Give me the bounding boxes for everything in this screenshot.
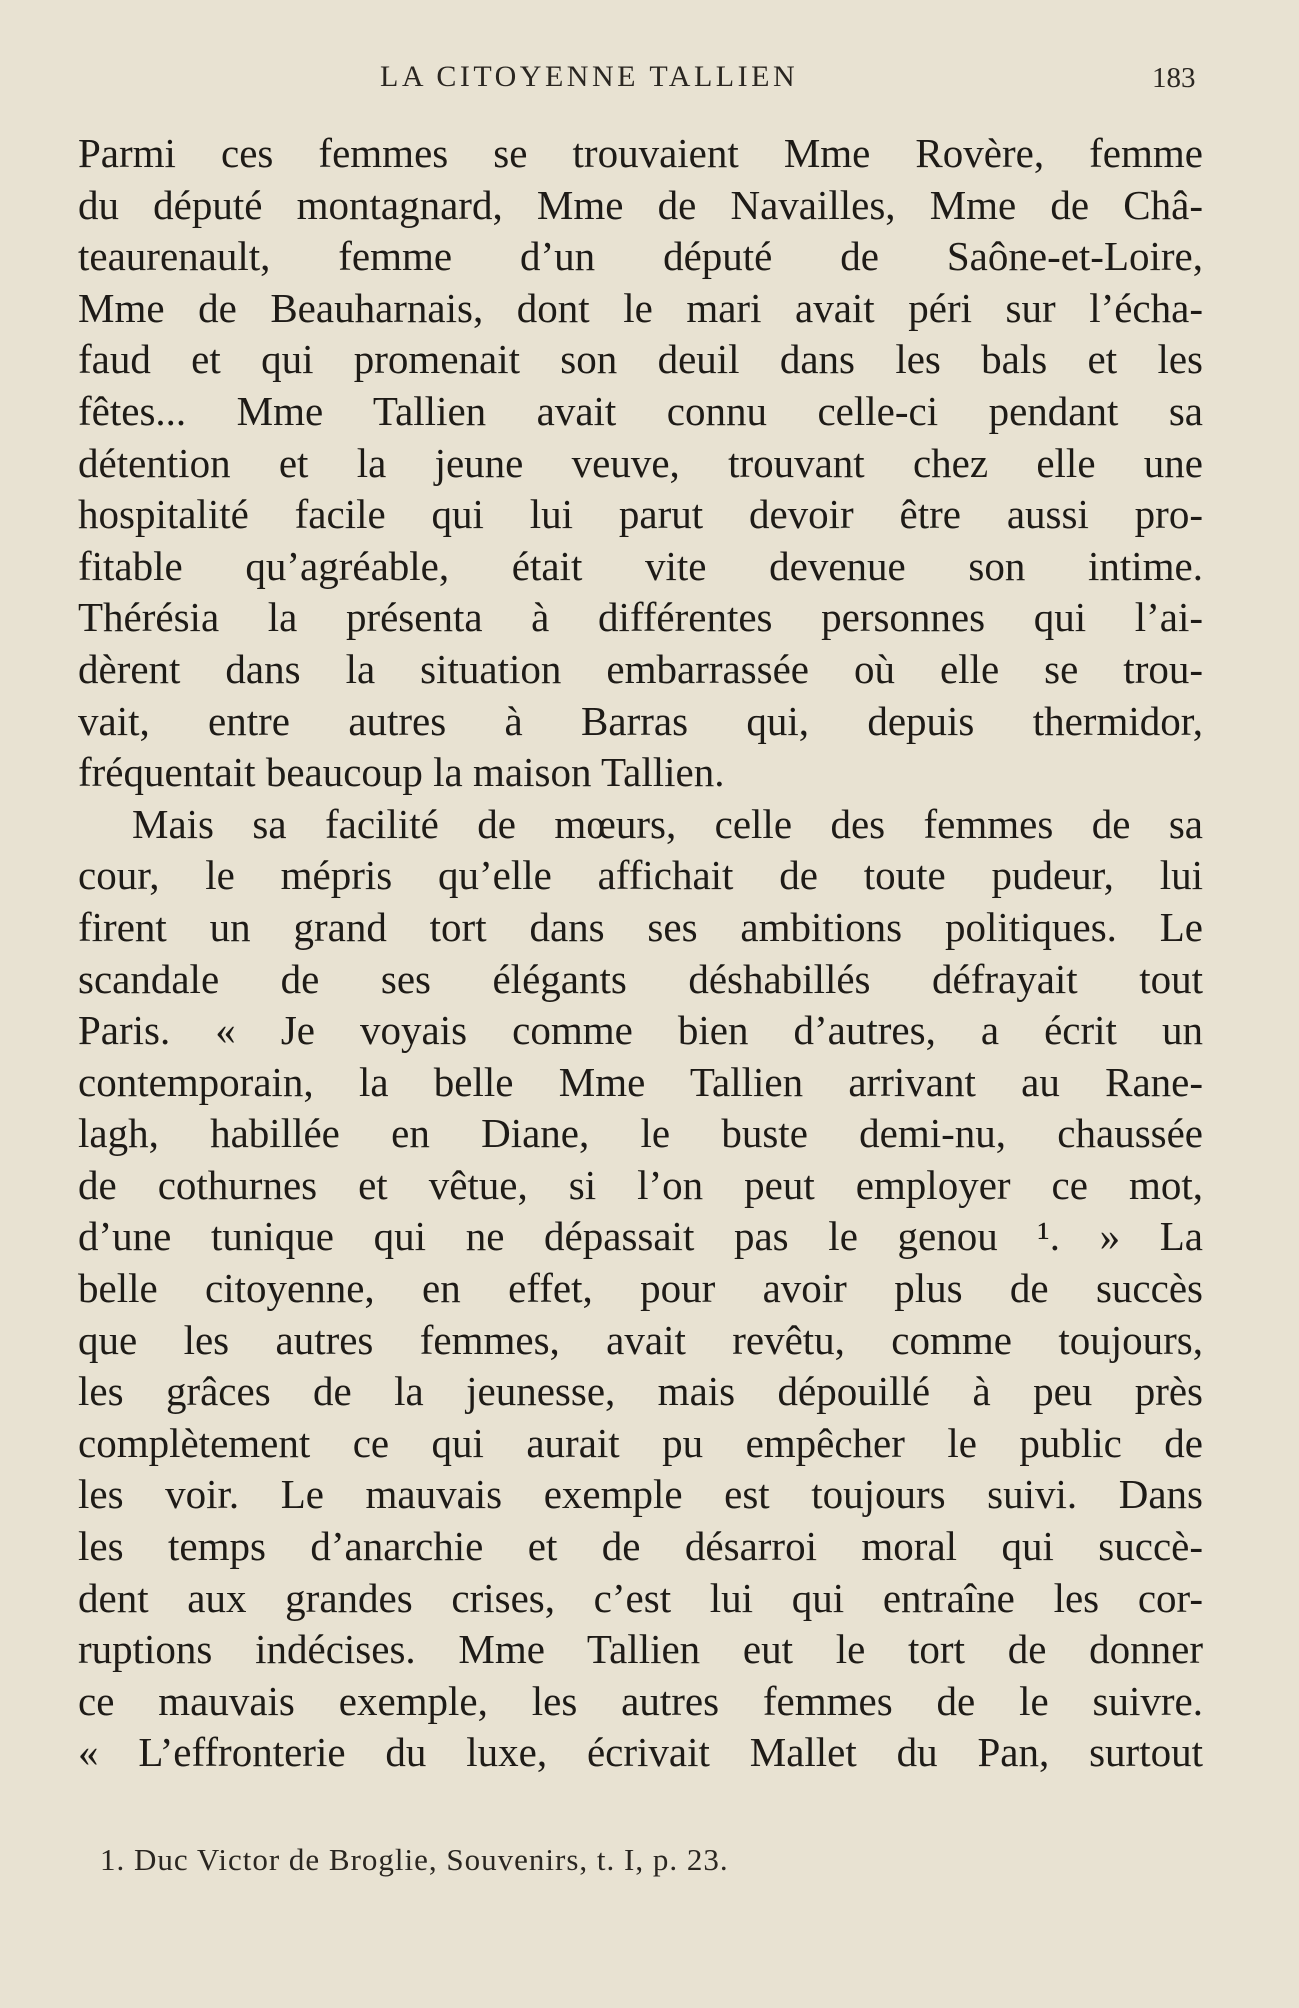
text-line: Paris. « Je voyais comme bien d’autres, a écrit un <box>78 1007 1203 1054</box>
text-line: fitable qu’agréable, était vite devenue son intime. <box>78 542 1203 589</box>
text-line: hospitalité facile qui lui parut devoir être aussi pro- <box>78 491 1203 538</box>
page-header <box>0 60 1299 100</box>
text-line: firent un grand tort dans ses ambitions politiques. Le <box>78 903 1203 950</box>
text-line: que les autres femmes, avait revêtu, comme toujours, <box>78 1316 1203 1363</box>
text-line: « L’effronterie du luxe, écrivait Mallet du Pan, surtout <box>78 1729 1203 1776</box>
text-line: détention et la jeune veuve, trouvant chez elle une <box>78 439 1203 486</box>
text-line: dèrent dans la situation embarrassée où elle se trou- <box>78 645 1203 692</box>
running-title: LA CITOYENNE TALLIEN <box>380 60 799 93</box>
text-line: belle citoyenne, en effet, pour avoir plus de succès <box>78 1265 1203 1312</box>
text-line: du député montagnard, Mme de Navailles, Mme de Châ- <box>78 181 1203 228</box>
footnote: 1. Duc Victor de Broglie, Souvenirs, t. I, p. 23. <box>100 1842 729 1877</box>
page-number: 183 <box>1152 62 1196 94</box>
text-line: les grâces de la jeunesse, mais dépouillé à peu près <box>78 1368 1203 1415</box>
text-line: faud et qui promenait son deuil dans les bals et les <box>78 336 1203 383</box>
text-line: cour, le mépris qu’elle affichait de toute pudeur, lui <box>78 852 1203 899</box>
text-line: fréquentait beaucoup la maison Tallien. <box>78 749 725 796</box>
text-line: Parmi ces femmes se trouvaient Mme Rovère, femme <box>78 130 1203 176</box>
text-line: vait, entre autres à Barras qui, depuis thermidor, <box>78 697 1203 744</box>
text-line: ce mauvais exemple, les autres femmes de le suivre. <box>78 1677 1203 1724</box>
text-line: les temps d’anarchie et de désarroi moral qui succè- <box>78 1523 1203 1570</box>
text-line: Mais sa facilité de mœurs, celle des femmes de sa <box>132 800 1203 847</box>
text-line: Thérésia la présenta à différentes personnes qui l’ai- <box>78 594 1203 641</box>
text-line: les voir. Le mauvais exemple est toujours suivi. Dans <box>78 1471 1203 1518</box>
text-line: complètement ce qui aurait pu empêcher le public de <box>78 1419 1203 1466</box>
body-text <box>78 128 1203 1779</box>
text-line: ruptions indécises. Mme Tallien eut le tort de donner <box>78 1626 1203 1673</box>
text-line: contemporain, la belle Mme Tallien arrivant au Rane- <box>78 1058 1203 1105</box>
text-line: Mme de Beauharnais, dont le mari avait péri sur l’écha- <box>78 284 1203 331</box>
text-line: dent aux grandes crises, c’est lui qui entraîne les cor- <box>78 1574 1203 1621</box>
text-line: teaurenault, femme d’un député de Saône-et-Loire, <box>78 233 1203 280</box>
text-line: fêtes... Mme Tallien avait connu celle-ci pendant sa <box>78 387 1203 434</box>
text-line: d’une tunique qui ne dépassait pas le genou ¹. » La <box>78 1213 1203 1260</box>
text-line: de cothurnes et vêtue, si l’on peut employer ce mot, <box>78 1161 1203 1208</box>
text-line: lagh, habillée en Diane, le buste demi-nu, chaussée <box>78 1110 1203 1157</box>
text-line: scandale de ses élégants déshabillés défrayait tout <box>78 955 1203 1002</box>
